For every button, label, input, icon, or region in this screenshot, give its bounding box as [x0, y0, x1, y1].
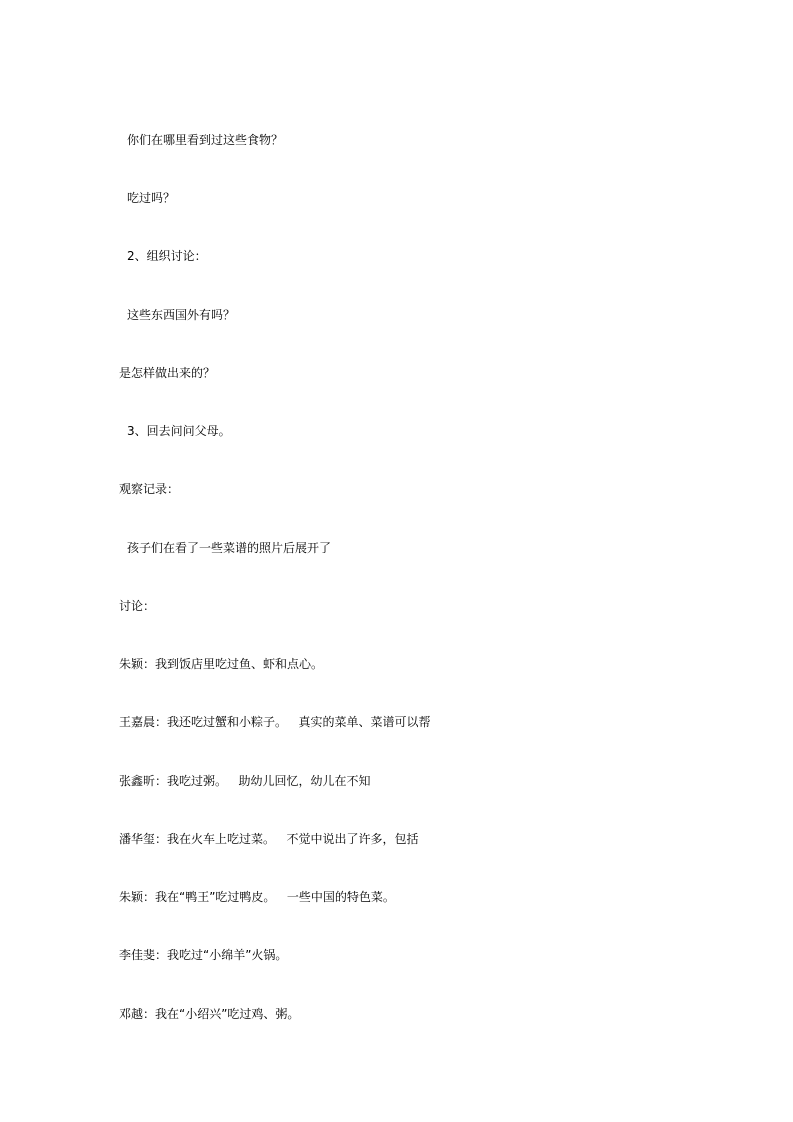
text-line-16: 邓越：我在“小绍兴”吃过鸡、粥。 [119, 1007, 300, 1021]
text-line-5: 是怎样做出来的？ [119, 366, 216, 380]
text-line-2: 吃过吗？ [127, 191, 176, 205]
text-line-10: 朱颖：我到饭店里吃过鱼、虾和点心。 [119, 657, 324, 671]
text-line-9: 讨论： [119, 599, 156, 613]
text-line-14: 朱颖：我在“鸭王”吃过鸭皮。 一些中国的特色菜。 [119, 890, 395, 904]
text-line-7: 观察记录： [119, 482, 180, 496]
text-line-4: 这些东西国外有吗？ [127, 308, 236, 322]
text-line-3: 2、组织讨论： [127, 249, 207, 263]
text-line-15: 李佳斐：我吃过“小绵羊”火锅。 [119, 948, 288, 962]
text-line-13: 潘华玺：我在火车上吃过菜。 不觉中说出了许多，包括 [119, 832, 419, 846]
text-line-1: 你们在哪里看到过这些食物？ [127, 133, 284, 147]
text-line-8: 孩子们在看了一些菜谱的照片后展开了 [127, 541, 332, 555]
text-line-11: 王嘉晨：我还吃过蟹和小粽子。 真实的菜单、菜谱可以帮 [119, 715, 431, 729]
text-line-6: 3、回去问问父母。 [127, 424, 231, 438]
text-line-12: 张鑫昕：我吃过粥。 助幼儿回忆，幼儿在不知 [119, 774, 371, 788]
